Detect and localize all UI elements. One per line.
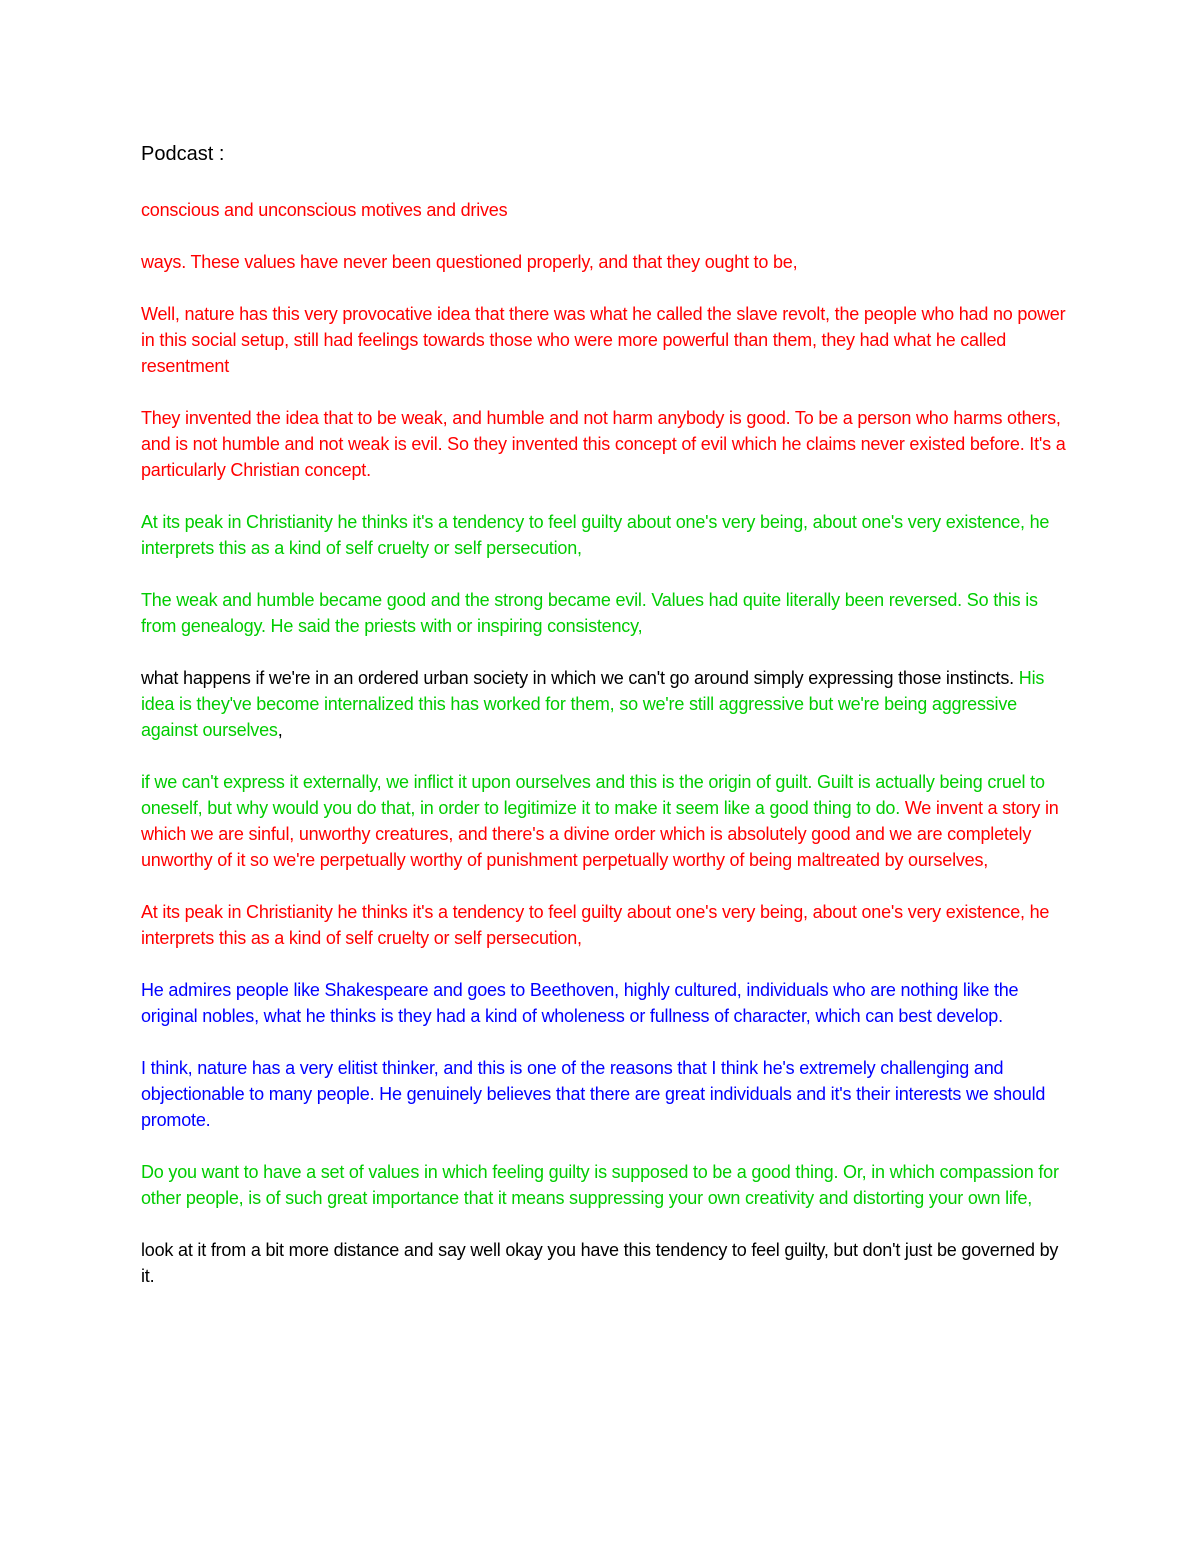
text-segment: I think, nature has a very elitist thinker, and this is one of the reasons that I think he's extremely challenging and objectionable to many people. He genuinely believes that there are great individuals and it's their interests we should promote. [141,1058,1046,1130]
text-segment: if we can't express it externally, we inflict it upon ourselves and this is the origin of guilt. Guilt is actually being cruel to oneself, but why would you do that, in order to legitimize it to make it seem like a good thing to do. [141,772,1045,818]
paragraph-13 [141,1237,1066,1289]
text-segment: His idea is they've become internalized this has worked for them, so we're still aggressive but we're being aggressive against ourselves [141,668,1045,740]
paragraph-7 [141,665,1066,743]
text-segment: They invented the idea that to be weak, and humble and not harm anybody is good. To be a person who harms others, and is not humble and not weak is evil. So they invented this concept of evil which he claims never existed before. It's a particularly Christian concept. [141,408,1066,480]
text-segment: , [277,720,283,740]
document-title: Podcast : [141,143,225,165]
document-page [141,141,1066,1315]
paragraph-5 [141,509,1066,561]
paragraph-1 [141,197,1066,223]
text-segment: The weak and humble became good and the strong became evil. Values had quite literally been reversed. So this is from genealogy. He said the priests with or inspiring consistency, [141,590,1038,636]
text-segment: We invent a story in which we are sinful, unworthy creatures, and there's a divine order which is absolutely good and we are completely unworthy of it so we're perpetually worthy of punishment perpetually worthy of being maltreated by ourselves, [141,798,1059,870]
text-segment: He admires people like Shakespeare and goes to Beethoven, highly cultured, individuals who are nothing like the original nobles, what he thinks is they had a kind of wholeness or fullness of character, which can best develop. [141,980,1019,1026]
paragraph-4 [141,405,1066,483]
paragraph-9 [141,899,1066,951]
paragraph-3 [141,301,1066,379]
text-segment: conscious and unconscious motives and drives [141,200,508,220]
paragraph-2 [141,249,1066,275]
text-segment: ways. These values have never been questioned properly, and that they ought to be, [141,252,798,272]
paragraph-8 [141,769,1066,873]
paragraph-11 [141,1055,1066,1133]
text-segment: Well, nature has this very provocative idea that there was what he called the slave revolt, the people who had no power in this social setup, still had feelings towards those who were more powerful than them, they had what he called resentment [141,304,1066,376]
paragraph-12 [141,1159,1066,1211]
paragraph-10 [141,977,1066,1029]
text-segment: At its peak in Christianity he thinks it's a tendency to feel guilty about one's very being, about one's very existence, he interprets this as a kind of self cruelty or self persecution, [141,512,1050,558]
text-segment: Do you want to have a set of values in which feeling guilty is supposed to be a good thing. Or, in which compassion for other people, is of such great importance that it means suppressing your own creativity and distorting your own life, [141,1162,1059,1208]
text-segment: what happens if we're in an ordered urban society in which we can't go around simply expressing those instincts. [141,668,1019,688]
paragraph-6 [141,587,1066,639]
text-segment: At its peak in Christianity he thinks it's a tendency to feel guilty about one's very being, about one's very existence, he interprets this as a kind of self cruelty or self persecution, [141,902,1050,948]
text-segment: look at it from a bit more distance and say well okay you have this tendency to feel guilty, but don't just be governed by it. [141,1240,1059,1286]
